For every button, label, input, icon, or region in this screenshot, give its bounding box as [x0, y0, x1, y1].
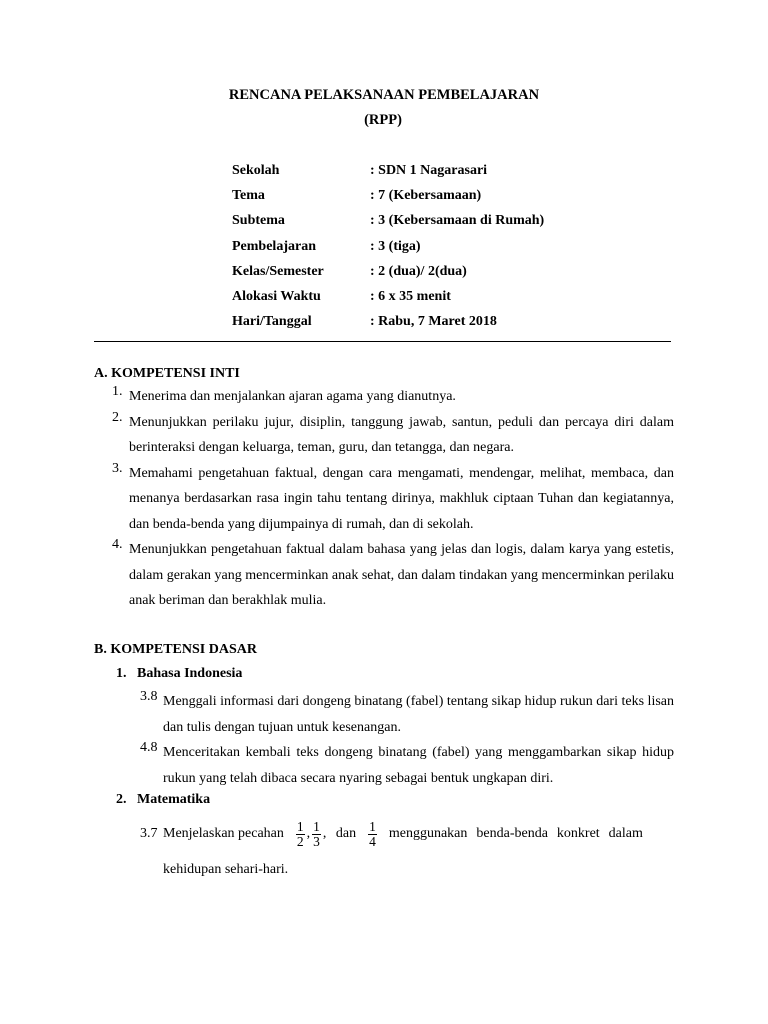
- info-label: Sekolah: [232, 163, 280, 178]
- info-value: : 2 (dua)/ 2(dua): [370, 263, 467, 279]
- subject-heading-matematika: 2. Matematika: [116, 792, 211, 807]
- info-label: Subtema: [232, 213, 285, 229]
- info-value: : 7 (Kebersamaan): [370, 188, 482, 204]
- section-a-heading: A. KOMPETENSI INTI: [94, 366, 240, 381]
- info-table: [232, 163, 544, 339]
- fraction-half: [296, 820, 305, 849]
- kd-number: 3.8: [140, 689, 158, 704]
- info-row-tema: [232, 188, 544, 213]
- info-label: Alokasi Waktu: [232, 288, 321, 304]
- info-row-alokasi: [232, 289, 544, 314]
- list-item: [112, 461, 674, 538]
- header-divider: [94, 341, 671, 342]
- list-text: Menunjukkan perilaku jujur, disiplin, tanggung jawab, santun, peduli dan percaya diri dalam berinteraksi dengan keluarga, teman, guru, dan tetangga, dan negara.: [129, 414, 674, 455]
- info-value: : Rabu, 7 Maret 2018: [370, 314, 497, 330]
- info-label: Kelas/Semester: [232, 263, 324, 279]
- kd-text: Menceritakan kembali teks dongeng binatang (fabel) yang menggambarkan sikap hidup rukun yang telah dibaca secara nyaring sebagai bentuk ungkapan diri.: [163, 745, 674, 786]
- fraction-numerator: 1: [313, 818, 320, 834]
- list-text: Memahami pengetahuan faktual, dengan cara mengamati, mendengar, melihat, membaca, dan menanya berdasarkan rasa ingin tahu tentang dirinya, makhluk ciptaan Tuhan dan kegiatannya, dan benda-benda yang dijumpainya di rumah, dan di sekolah.: [129, 465, 674, 532]
- list-item: [112, 384, 674, 410]
- info-label: Tema: [232, 188, 265, 204]
- kd-number: 4.8: [140, 740, 158, 755]
- fraction-third: [312, 820, 321, 849]
- list-number: 2.: [112, 409, 123, 425]
- kd-number: 3.7: [140, 826, 158, 841]
- list-text: Menerima dan menjalankan ajaran agama yang dianutnya.: [129, 389, 456, 404]
- kd-item-math: [140, 816, 674, 877]
- kd-item: [140, 689, 674, 740]
- section-b-heading: B. KOMPETENSI DASAR: [94, 642, 257, 657]
- info-label: Hari/Tanggal: [232, 314, 312, 330]
- kd-text-continuation: kehidupan sehari-hari.: [163, 862, 289, 877]
- fraction-quarter: [368, 820, 377, 849]
- subject-heading-bahasa: 1. Bahasa Indonesia: [116, 666, 243, 681]
- document-title: RENCANA PELAKSANAAN PEMBELAJARAN: [228, 87, 540, 103]
- list-item: [112, 410, 674, 461]
- info-row-kelas: [232, 264, 544, 289]
- list-item: [112, 537, 674, 614]
- fraction-numerator: 1: [296, 818, 304, 834]
- list-number: 3.: [112, 460, 123, 476]
- info-row-subtema: [232, 213, 544, 238]
- list-number: 1.: [112, 384, 123, 399]
- info-value: : SDN 1 Nagarasari: [370, 163, 488, 178]
- kd-item: [140, 740, 674, 791]
- info-value: : 3 (Kebersamaan di Rumah): [370, 213, 545, 229]
- fraction-denominator: 2: [296, 833, 304, 849]
- kd-text: Menggali informasi dari dongeng binatang (fabel) tentang sikap hidup rukun dari teks lisan dan tulis dengan tujuan untuk kesenangan.: [163, 694, 674, 735]
- fraction-separator: , dan: [322, 826, 357, 841]
- fraction-denominator: 4: [369, 833, 376, 849]
- list-number: 4.: [112, 537, 123, 552]
- fraction-numerator: 1: [369, 818, 376, 834]
- fraction-denominator: 3: [313, 833, 320, 849]
- fraction-separator: ,: [306, 826, 311, 841]
- info-row-pembelajaran: [232, 239, 544, 264]
- info-label: Pembelajaran: [232, 238, 316, 254]
- info-row-sekolah: [232, 163, 544, 188]
- info-value: : 3 (tiga): [370, 238, 421, 254]
- kompetensi-inti-list: [112, 384, 674, 614]
- kd-text: menggunakan benda-benda konkret dalam: [388, 826, 643, 841]
- kd-math-line: [140, 816, 674, 852]
- info-row-tanggal: [232, 314, 544, 339]
- list-text: Menunjukkan pengetahuan faktual dalam bahasa yang jelas dan logis, dalam karya yang estetis, dalam gerakan yang mencerminkan anak sehat, dan dalam tindakan yang mencerminkan perilaku anak beriman dan berakhlak mulia.: [129, 542, 675, 608]
- kd-text: Menjelaskan pecahan: [163, 826, 284, 841]
- document-subtitle: (RPP): [364, 112, 402, 128]
- info-value: : 6 x 35 menit: [370, 288, 451, 304]
